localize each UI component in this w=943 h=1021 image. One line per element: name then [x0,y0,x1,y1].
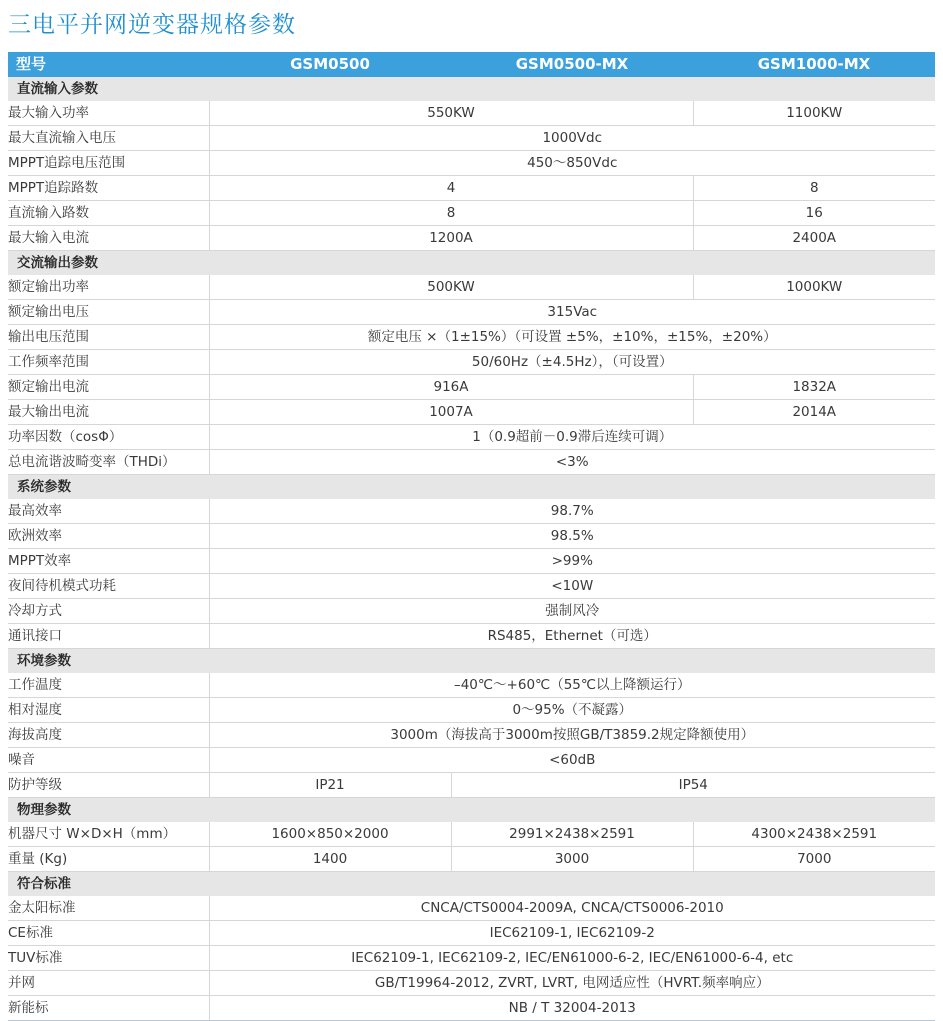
row-value: 7000 [693,847,935,872]
table-row [8,126,935,151]
row-value: 8 [693,176,935,201]
section-row [8,798,935,823]
row-value: 强制风冷 [209,599,935,624]
header-gsm0500: GSM0500 [209,52,451,77]
row-value: 98.5% [209,524,935,549]
row-value: CNCA/CTS0004-2009A, CNCA/CTS0006-2010 [209,896,935,921]
row-label: 最大输出电流 [8,400,209,425]
row-label: 机器尺寸 W×D×H（mm） [8,822,209,847]
row-value: 2991×2438×2591 [451,822,693,847]
row-label: 相对湿度 [8,698,209,723]
page-title: 三电平并网逆变器规格参数 [8,12,296,38]
table-row [8,624,935,649]
row-value: 1832A [693,375,935,400]
row-value: GB/T19964-2012, ZVRT, LVRT, 电网适应性（HVRT.频率响应） [209,971,935,996]
section-row [8,475,935,500]
section-row [8,872,935,897]
row-value: 1100KW [693,101,935,126]
row-value: –40℃～+60℃（55℃以上降额运行） [209,673,935,698]
table-row [8,151,935,176]
row-value: NB / T 32004-2013 [209,996,935,1021]
row-label: 重量 (Kg) [8,847,209,872]
section-heading: 系统参数 [8,475,935,500]
row-value: 1400 [209,847,451,872]
section-row [8,251,935,276]
table-header-row [8,52,935,77]
spec-table-body [8,77,935,1021]
row-value: 315Vac [209,300,935,325]
table-row [8,673,935,698]
header-gsm1000-mx: GSM1000-MX [693,52,935,77]
row-value: IEC62109-1, IEC62109-2 [209,921,935,946]
table-row [8,896,935,921]
row-label: 直流输入路数 [8,201,209,226]
row-label: 工作温度 [8,673,209,698]
table-row [8,201,935,226]
table-row [8,723,935,748]
row-value: 1（0.9超前－0.9滞后连续可调） [209,425,935,450]
row-value: 1200A [209,226,693,251]
row-value: 16 [693,201,935,226]
row-label: 额定输出功率 [8,275,209,300]
table-row [8,698,935,723]
section-heading: 物理参数 [8,798,935,823]
section-row [8,649,935,674]
row-label: 最大输入电流 [8,226,209,251]
spec-table [8,52,935,1021]
row-label: 最大直流输入电压 [8,126,209,151]
row-value: <3% [209,450,935,475]
section-heading: 直流输入参数 [8,77,935,101]
table-row [8,971,935,996]
table-row [8,524,935,549]
row-value: <60dB [209,748,935,773]
row-label: 夜间待机模式功耗 [8,574,209,599]
table-row [8,226,935,251]
row-label: 额定输出电压 [8,300,209,325]
table-row [8,822,935,847]
row-value: <10W [209,574,935,599]
row-value: >99% [209,549,935,574]
table-row [8,574,935,599]
section-heading: 环境参数 [8,649,935,674]
header-model: 型号 [8,52,209,77]
row-value: 2400A [693,226,935,251]
row-value: 916A [209,375,693,400]
row-label: 通讯接口 [8,624,209,649]
section-row [8,77,935,101]
row-value: 3000 [451,847,693,872]
row-value: 550KW [209,101,693,126]
table-row [8,375,935,400]
row-value: 500KW [209,275,693,300]
table-row [8,450,935,475]
row-label: 噪音 [8,748,209,773]
row-value: IEC62109-1, IEC62109-2, IEC/EN61000-6-2, IEC/EN61000-6-4, etc [209,946,935,971]
row-value: IP54 [451,773,935,798]
row-label: MPPT追踪电压范围 [8,151,209,176]
table-row [8,773,935,798]
table-row [8,748,935,773]
row-label: 新能标 [8,996,209,1021]
row-label: 海拔高度 [8,723,209,748]
row-label: 金太阳标准 [8,896,209,921]
row-value: 4300×2438×2591 [693,822,935,847]
row-value: 8 [209,201,693,226]
row-label: 额定输出电流 [8,375,209,400]
row-label: 冷却方式 [8,599,209,624]
row-value: 3000m（海拔高于3000m按照GB/T3859.2规定降额使用） [209,723,935,748]
table-row [8,275,935,300]
table-row [8,996,935,1021]
row-value: 1000Vdc [209,126,935,151]
row-label: MPPT追踪路数 [8,176,209,201]
row-value: 额定电压 ×（1±15%）（可设置 ±5%，±10%，±15%，±20%） [209,325,935,350]
row-label: 总电流谐波畸变率（THDi） [8,450,209,475]
row-value: 450～850Vdc [209,151,935,176]
row-value: 50/60Hz（±4.5Hz），（可设置） [209,350,935,375]
header-gsm0500-mx: GSM0500-MX [451,52,693,77]
row-value: 1007A [209,400,693,425]
section-heading: 交流输出参数 [8,251,935,276]
row-value: 1600×850×2000 [209,822,451,847]
row-value: 4 [209,176,693,201]
row-value: 98.7% [209,499,935,524]
row-label: 并网 [8,971,209,996]
table-row [8,499,935,524]
row-value: 0～95%（不凝露） [209,698,935,723]
row-label: 工作频率范围 [8,350,209,375]
table-row [8,176,935,201]
row-value: RS485，Ethernet（可选） [209,624,935,649]
row-label: 输出电压范围 [8,325,209,350]
row-value: IP21 [209,773,451,798]
table-row [8,599,935,624]
table-row [8,325,935,350]
row-label: 功率因数（cosΦ） [8,425,209,450]
row-label: 欧洲效率 [8,524,209,549]
row-value: 2014A [693,400,935,425]
section-heading: 符合标准 [8,872,935,897]
table-row [8,946,935,971]
table-row [8,549,935,574]
table-row [8,400,935,425]
table-row [8,350,935,375]
table-row [8,425,935,450]
table-row [8,300,935,325]
row-label: MPPT效率 [8,549,209,574]
row-label: CE标准 [8,921,209,946]
table-row [8,847,935,872]
table-row [8,101,935,126]
row-value: 1000KW [693,275,935,300]
row-label: 防护等级 [8,773,209,798]
row-label: TUV标准 [8,946,209,971]
table-row [8,921,935,946]
row-label: 最高效率 [8,499,209,524]
row-label: 最大输入功率 [8,101,209,126]
